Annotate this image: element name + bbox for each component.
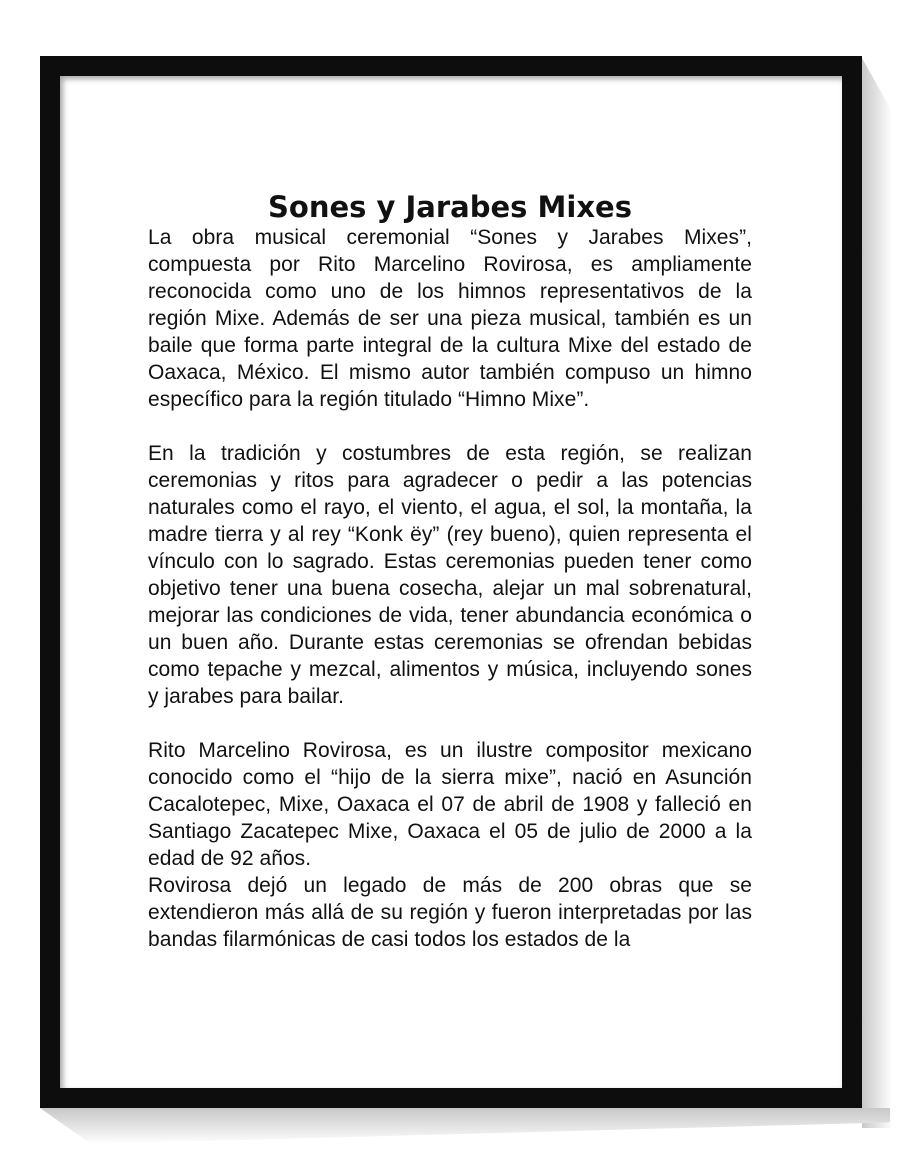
document-content [148,190,752,953]
frame-shadow-right [862,58,892,1128]
picture-frame [40,56,862,1108]
paragraph-composer: Rito Marcelino Rovirosa, es un ilustre compositor mexicano conocido como el “hijo de la sierra mixe”, nació en Asunción Cacalotepec, Mixe, Oaxaca el 07 de abril de 1908 y falleció en Santiago Zacatepec Mixe, Oaxaca el 05 de julio de 2000 a la edad de 92 años. [148,739,752,870]
document-title: Sones y Jarabes Mixes [268,190,632,224]
paragraph-intro: La obra musical ceremonial “Sones y Jarabes Mixes”, compuesta por Rito Marcelino Rovirosa, es ampliamente reconocida como uno de los himnos representativos de la región Mixe. Además de ser una pieza musical, también es un baile que forma parte integral de la cultura Mixe del estado de Oaxaca, México. El mismo autor también compuso un himno específico para la región titulado “Himno Mixe”. [148,226,752,411]
frame-mat [60,76,842,1088]
paragraph-legacy: Rovirosa dejó un legado de más de 200 obras que se extendieron más allá de su región y fueron interpretadas por las bandas filarmónicas de casi todos los estados de la [148,874,752,951]
paragraph-traditions: En la tradición y costumbres de esta región, se realizan ceremonias y ritos para agradecer o pedir a las potencias naturales como el rayo, el viento, el agua, el sol, la montaña, la madre tierra y al rey “Konk ëy” (rey bueno), quien representa el vínculo con lo sagrado. Estas ceremonias pueden tener como objetivo tener una buena cosecha, alejar un mal sobrenatural, mejorar las condiciones de vida, tener abundancia económica o un buen año. Durante estas ceremonias se ofrendan bebidas como tepache y mezcal, alimentos y música, incluyendo sones y jarabes para bailar. [148,442,752,708]
frame-shadow-bottom [40,1108,890,1144]
